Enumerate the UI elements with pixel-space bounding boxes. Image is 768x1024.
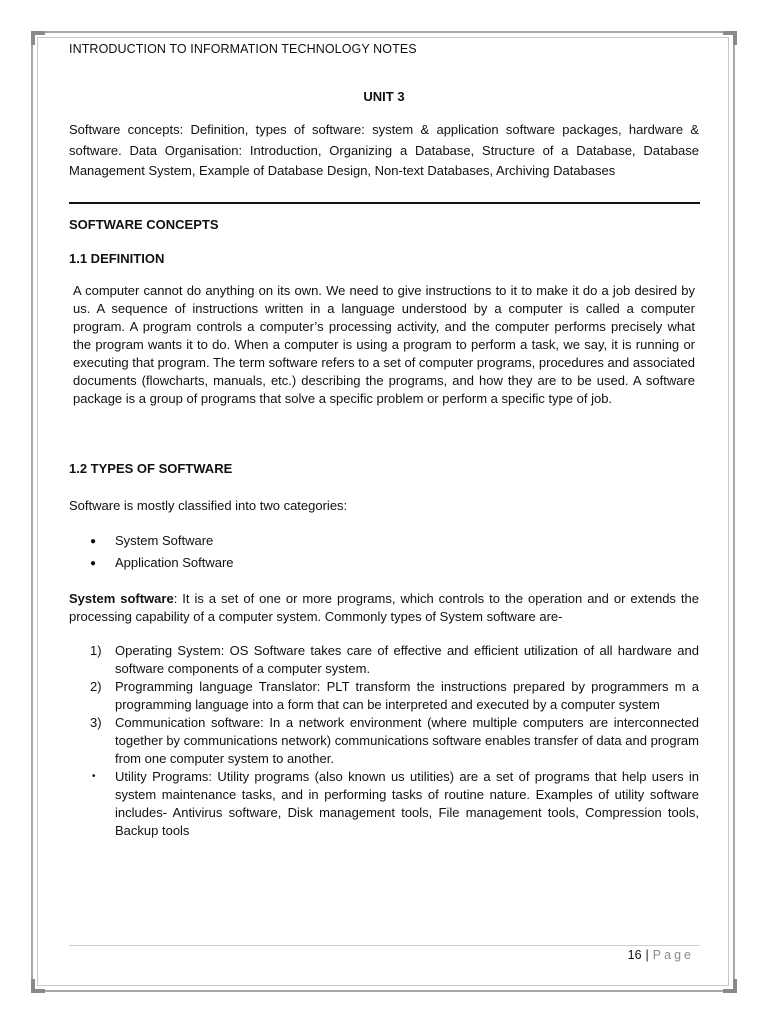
category-label: System Software	[115, 533, 214, 548]
list-item	[90, 714, 699, 768]
list-item	[90, 642, 699, 678]
list-item	[90, 533, 234, 555]
types-heading: 1.2 TYPES OF SOFTWARE	[69, 461, 233, 476]
unit-syllabus: Software concepts: Definition, types of software: system & application software packages, hardware & software. Data Organisation: Introduction, Organizing a Database, Structure of a Database, Database Management System, Example of Database Design, Non-text Databases, Archiving Databases	[69, 122, 699, 178]
border-corner-ornament	[31, 31, 45, 45]
system-software-list	[90, 642, 699, 840]
system-software-text: : It is a set of one or more programs, which controls to the operation and or extends the processing capability of a computer system. Commonly types of System software are-	[69, 591, 699, 624]
definition-heading: 1.1 DEFINITION	[69, 251, 165, 266]
section-heading: SOFTWARE CONCEPTS	[69, 217, 219, 232]
border-corner-ornament	[723, 31, 737, 45]
bullet-icon: •	[92, 771, 96, 782]
running-header: INTRODUCTION TO INFORMATION TECHNOLOGY NOTES	[69, 42, 417, 56]
system-software-term: System software	[69, 591, 174, 606]
list-item	[90, 768, 699, 840]
bullet-icon: ●	[90, 536, 97, 547]
list-marker: 3)	[90, 715, 102, 730]
page-number: 16	[627, 948, 642, 962]
page-footer	[628, 948, 694, 962]
border-corner-ornament	[723, 979, 737, 993]
list-item	[90, 678, 699, 714]
list-item	[90, 555, 234, 577]
category-list	[90, 533, 234, 577]
system-software-paragraph	[69, 590, 699, 626]
types-intro: Software is mostly classified into two categories:	[69, 498, 348, 513]
list-marker: 2)	[90, 679, 102, 694]
page-label: Page	[652, 948, 694, 962]
definition-paragraph: A computer cannot do anything on its own. We need to give instructions to it to make it do a job desired by us. A sequence of instructions written in a language understood by a computer is called a computer program. A program controls a computer’s processing activity, and the computer performs precisely what the program wants it to do. When a computer is using a program to perform a task, we say, it is running or executing that program. The term software refers to a set of computer programs, procedures and associated documents (flowcharts, manuals, etc.) describing the programs, and how they are to be used. A software package is a group of programs that solve a specific problem or perform a specific type of job.	[73, 283, 695, 406]
category-label: Application Software	[115, 555, 234, 570]
unit-title: UNIT 3	[363, 89, 405, 104]
border-corner-ornament	[31, 979, 45, 993]
footer-divider	[69, 945, 700, 946]
list-item-text: Operating System: OS Software takes care of effective and efficient utilization of all hardware and software components of a computer system.	[115, 643, 699, 676]
list-marker: 1)	[90, 643, 102, 658]
list-item-text: Programming language Translator: PLT transform the instructions prepared by programmers m a programming language into a form that can be interpreted and executed by a computer system	[115, 679, 699, 712]
section-divider	[69, 202, 700, 204]
bullet-icon: ●	[90, 558, 97, 569]
list-item-text: Communication software: In a network environment (where multiple computers are interconnected together by communications network) communications software enables transfer of data and program from one computer system to another.	[115, 715, 699, 766]
list-item-text: Utility Programs: Utility programs (also known us utilities) are a set of programs that help users in system maintenance tasks, and in performing tasks of routine nature. Examples of utility software includes- Antivirus software, Disk management tools, File management tools, Compression tools, Backup tools	[115, 769, 699, 838]
footer-separator: |	[645, 948, 649, 962]
